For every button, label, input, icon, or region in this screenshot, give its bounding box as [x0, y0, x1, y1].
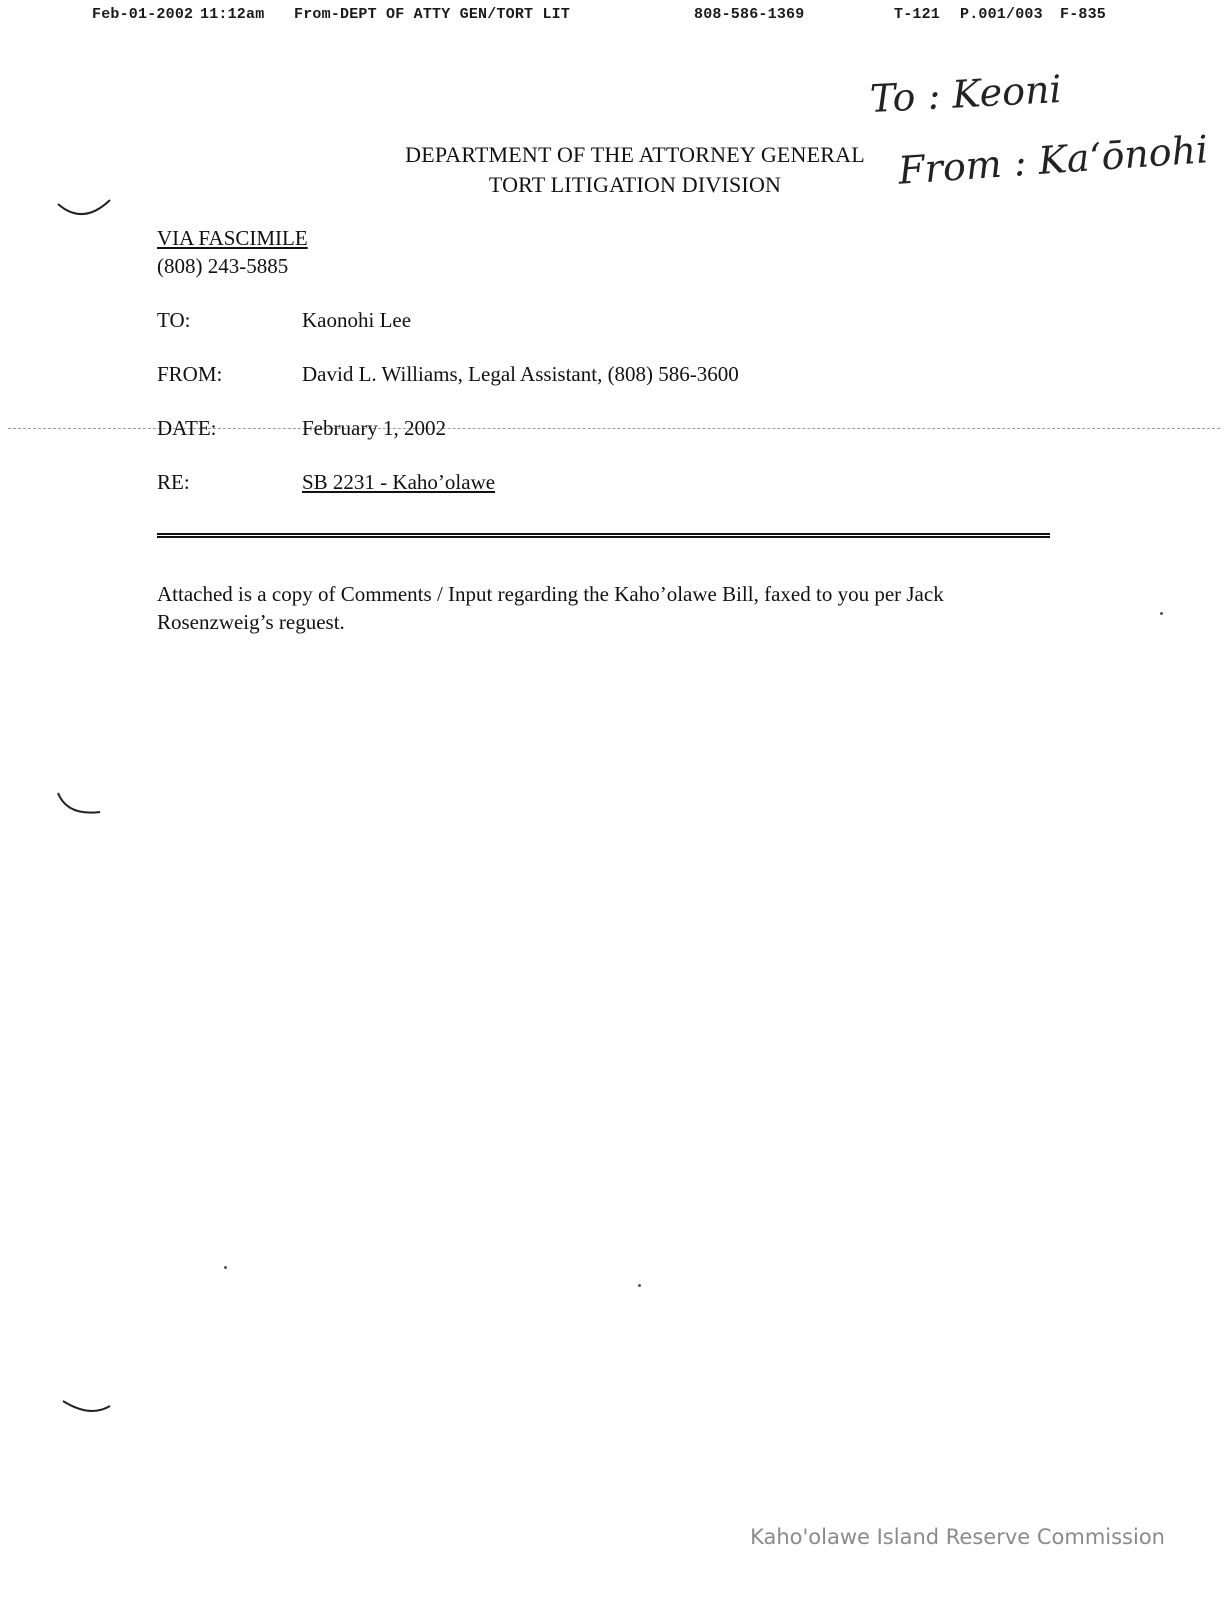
handwritten-to-note: To : Keoni: [868, 67, 1063, 121]
handwritten-from-note: From : Kaʻōnohi: [896, 127, 1210, 193]
fax-transmission-id: T-121: [894, 6, 941, 23]
from-value: David L. Williams, Legal Assistant, (808) 586-3600: [302, 362, 739, 386]
fax-transmission-header: [92, 6, 1132, 30]
letterhead-division: TORT LITIGATION DIVISION: [488, 172, 782, 197]
memo-body-line-1: Attached is a copy of Comments / Input regarding the Kaho’olawe Bill, faxed to you per Jack: [157, 582, 944, 606]
scan-speck: [224, 1266, 227, 1269]
date-label: DATE:: [157, 416, 217, 440]
section-divider: [157, 533, 1050, 538]
hole-punch-mark-middle: [55, 790, 115, 824]
letterhead-department: DEPARTMENT OF THE ATTORNEY GENERAL: [405, 142, 865, 167]
fax-sender: From-DEPT OF ATTY GEN/TORT LIT: [294, 6, 571, 23]
delivery-block: [157, 224, 308, 280]
re-value: SB 2231 - Kaho’olawe: [302, 470, 496, 494]
memo-body-line-2: Rosenzweig’s reguest.: [157, 610, 345, 634]
delivery-method: VIA FASCIMILE: [157, 226, 308, 250]
hole-punch-mark-bottom: [60, 1398, 115, 1426]
scan-speck: [638, 1284, 641, 1287]
fax-form-id: F-835: [1060, 6, 1107, 23]
from-label: FROM:: [157, 362, 223, 386]
hole-punch-mark-top: [55, 196, 115, 224]
fax-time: 11:12am: [200, 6, 265, 23]
fax-page-count: P.001/003: [960, 6, 1043, 23]
recipient-fax-number: (808) 243-5885: [157, 254, 289, 278]
to-value: Kaonohi Lee: [302, 308, 412, 332]
fax-phone: 808-586-1369: [694, 6, 805, 23]
date-value: February 1, 2002: [302, 416, 447, 440]
memo-body: [157, 580, 1057, 636]
letterhead: [340, 140, 930, 200]
to-label: TO:: [157, 308, 191, 332]
fax-date: Feb-01-2002: [92, 6, 194, 23]
scan-speck: [1160, 612, 1163, 615]
archive-watermark: Kaho'olawe Island Reserve Commission: [750, 1525, 1165, 1549]
re-label: RE:: [157, 470, 190, 494]
